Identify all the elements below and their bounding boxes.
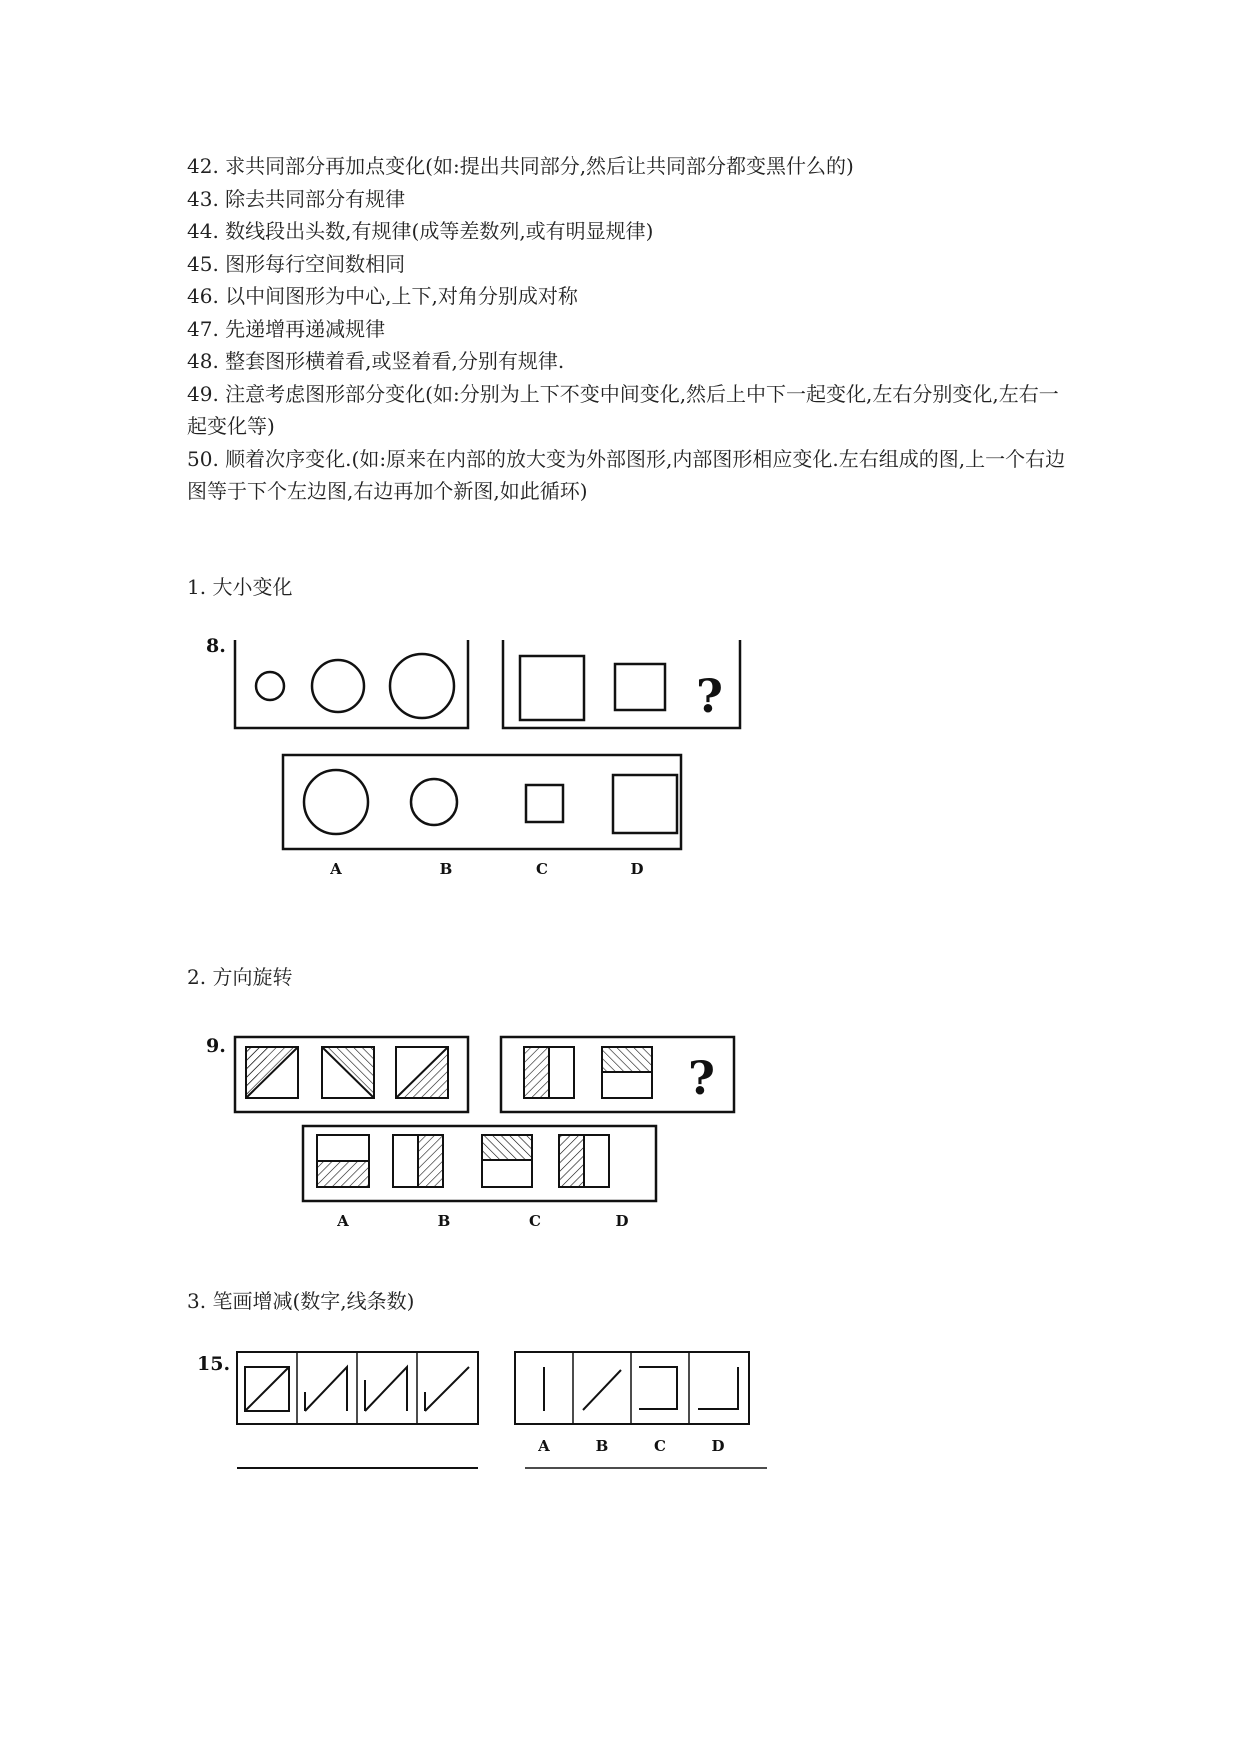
rule-item: 48. 整套图形横着看,或竖着看,分别有规律. <box>187 349 565 373</box>
rule-item: 43. 除去共同部分有规律 <box>187 186 406 211</box>
option-d-label: D <box>615 1212 629 1230</box>
question-number: 15. <box>197 1353 231 1375</box>
hatched-half <box>602 1047 652 1072</box>
large-circle-shape <box>390 654 454 718</box>
rules-list <box>187 150 1067 508</box>
rule-item: 47. 先递增再递减规律 <box>187 316 386 341</box>
rule-item: 49. 注意考虑图形部分变化(如:分别为上下不变中间变化,然后上中下一起变化,左右分别变化,左右一起变化等) <box>187 381 1059 438</box>
option-a-label: A <box>330 860 342 878</box>
option-c-stroke <box>639 1367 677 1409</box>
option-d-square <box>613 775 677 833</box>
question-number: 9. <box>206 1035 226 1057</box>
hatched-half <box>317 1161 369 1187</box>
medium-circle-shape <box>312 660 364 712</box>
hatched-half <box>482 1135 532 1160</box>
rule-item: 46. 以中间图形为中心,上下,对角分别成对称 <box>187 284 578 308</box>
option-d-stroke <box>698 1367 738 1409</box>
stroke-figure <box>365 1367 407 1411</box>
option-c-square <box>526 785 563 822</box>
rule-item: 50. 顺着次序变化.(如:原来在内部的放大变为外部图形,内部图形相应变化.左右组成的图,上一个右边图等于下个左边图,右边再加个新图,如此循环) <box>187 446 1066 503</box>
option-d-label: D <box>630 860 644 878</box>
rule-item: 42. 求共同部分再加点变化(如:提出共同部分,然后让共同部分都变黑什么的) <box>187 154 854 178</box>
medium-square-shape <box>615 664 665 710</box>
small-circle-shape <box>256 672 284 700</box>
question-mark: ? <box>688 1051 715 1105</box>
option-a-label: A <box>538 1437 550 1455</box>
figure-question-8 <box>200 635 760 880</box>
options-frame <box>283 755 681 849</box>
large-square-shape <box>520 656 584 720</box>
option-b-stroke <box>583 1370 621 1410</box>
hatched-half <box>559 1135 584 1187</box>
option-a-circle <box>304 770 368 834</box>
option-b-label: B <box>439 860 453 878</box>
figure-question-9 <box>200 1030 760 1240</box>
stroke-figure <box>305 1367 347 1411</box>
question-number: 8. <box>206 635 226 657</box>
option-c-label: C <box>529 1212 541 1230</box>
section-heading-rotation: 2. 方向旋转 <box>187 965 293 989</box>
option-a-label: A <box>337 1212 349 1230</box>
section-heading-size-change: 1. 大小变化 <box>187 575 293 599</box>
option-c-label: C <box>654 1437 666 1455</box>
option-b-label: B <box>437 1212 451 1230</box>
rule-item: 45. 图形每行空间数相同 <box>187 251 406 276</box>
option-b-label: B <box>595 1437 609 1455</box>
option-d-label: D <box>711 1437 725 1455</box>
stroke-figure <box>425 1367 469 1411</box>
hatched-half <box>524 1047 549 1098</box>
option-c-label: C <box>536 860 548 878</box>
hatched-half <box>418 1135 443 1187</box>
options-frame <box>515 1352 749 1424</box>
section-heading-stroke-change: 3. 笔画增减(数字,线条数) <box>187 1289 415 1313</box>
option-b-circle <box>411 779 457 825</box>
figure-question-15 <box>195 1350 795 1470</box>
rule-item: 44. 数线段出头数,有规律(成等差数列,或有明显规律) <box>187 219 654 243</box>
question-mark: ? <box>696 669 723 723</box>
